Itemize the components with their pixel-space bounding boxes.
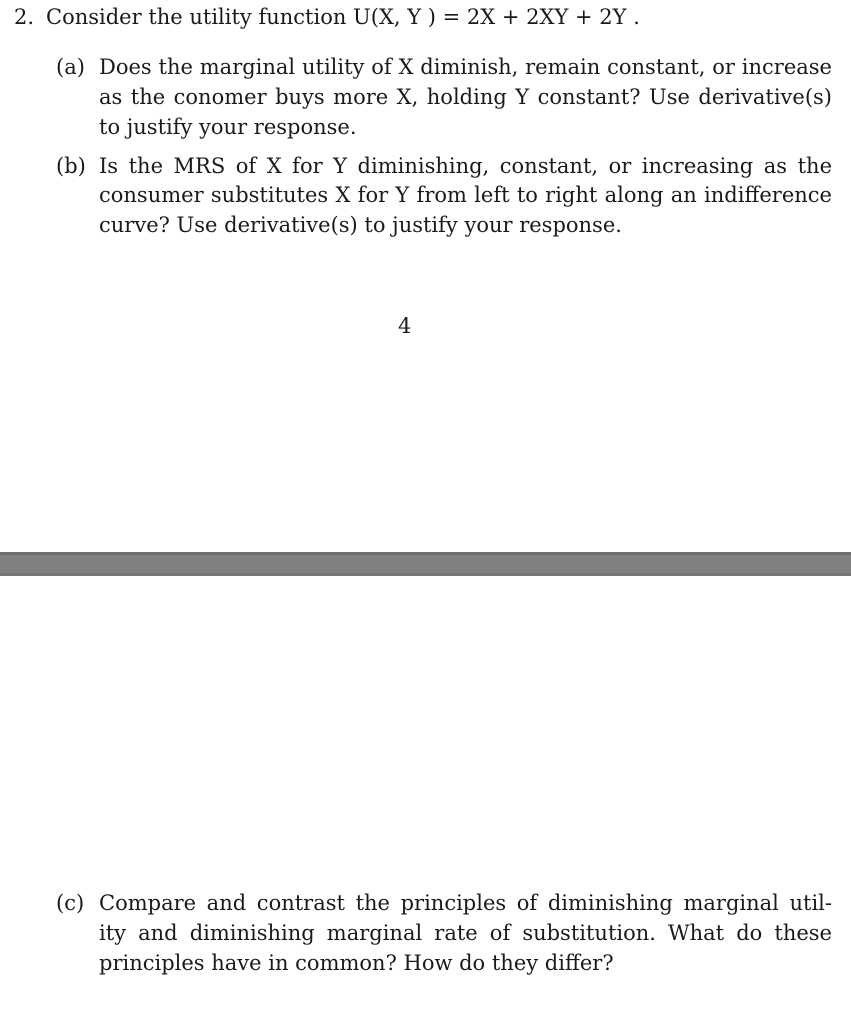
page-bottom [0, 576, 851, 1024]
part-a-line-2: as the conomer buys more X, holding Y constant? Use derivative(s) [99, 85, 832, 109]
question-text: Consider the utility function U(X, Y ) = 2X + 2XY + 2Y . [46, 5, 640, 29]
part-a-marker: (a) [56, 55, 85, 79]
part-a-line-1: Does the marginal utility of X diminish, remain constant, or increase [99, 55, 832, 79]
part-c-marker: (c) [56, 891, 85, 915]
separator-top-edge [0, 552, 851, 555]
question-number: 2. [14, 5, 35, 29]
part-c-line-3: principles have in common? How do they differ? [99, 951, 614, 975]
part-b-line-1: Is the MRS of X for Y diminishing, constant, or increasing as the [99, 154, 832, 178]
part-b-line-3: curve? Use derivative(s) to justify your response. [99, 213, 622, 237]
page-separator [0, 552, 851, 576]
part-a-line-3: to justify your response. [99, 115, 357, 139]
part-c-line-1: Compare and contrast the principles of diminishing marginal util- [99, 891, 832, 915]
page-number: 4 [398, 314, 412, 338]
part-b-marker: (b) [56, 154, 86, 178]
part-b-line-2: consumer substitutes X for Y from left to right along an indifference [99, 183, 832, 207]
part-c-line-2: ity and diminishing marginal rate of substitution. What do these [99, 921, 832, 945]
